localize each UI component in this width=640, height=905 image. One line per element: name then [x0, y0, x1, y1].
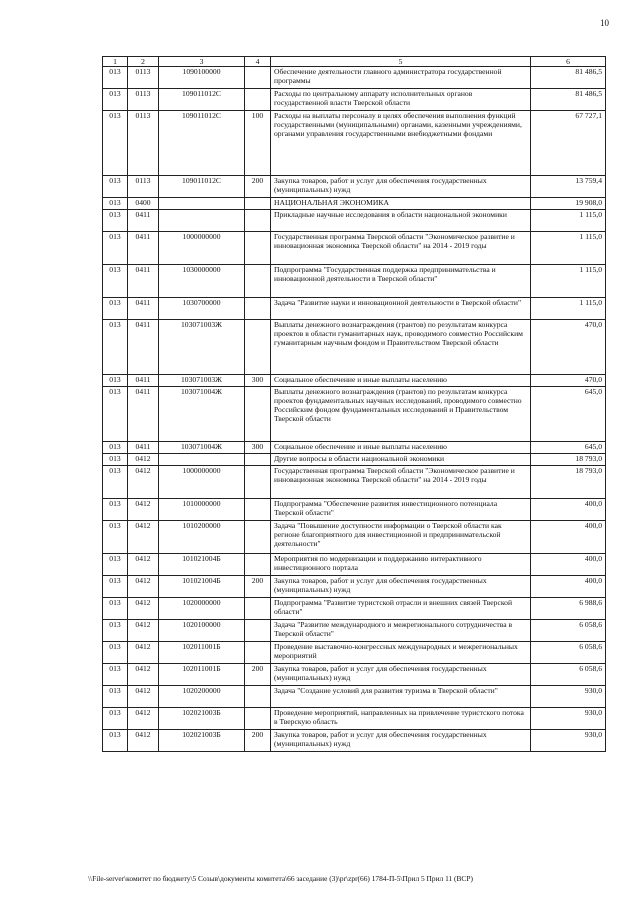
target-article-code: 103071003Ж [159, 374, 245, 386]
target-article-code: 101021004Б [159, 575, 245, 597]
table-row [103, 441, 606, 453]
expense-type-code [245, 319, 271, 374]
subsection-code: 0412 [128, 520, 159, 553]
amount: 81 486,5 [531, 89, 606, 111]
table-row [103, 111, 606, 176]
table-row [103, 374, 606, 386]
subsection-code: 0412 [128, 465, 159, 498]
subsection-code: 0412 [128, 619, 159, 641]
amount: 6 058,6 [531, 663, 606, 685]
amount: 18 793,0 [531, 453, 606, 465]
table-row [103, 553, 606, 575]
table-row [103, 67, 606, 89]
expense-type-code: 300 [245, 374, 271, 386]
target-article-code [159, 209, 245, 231]
expense-type-code: 200 [245, 663, 271, 685]
table-row [103, 465, 606, 498]
section-code: 013 [103, 198, 128, 210]
subsection-code: 0412 [128, 575, 159, 597]
target-article-code: 101021004Б [159, 553, 245, 575]
amount: 930,0 [531, 685, 606, 707]
target-article-code: 1030000000 [159, 264, 245, 297]
item-description: Задача "Развитие науки и инновационной деятельности в Тверской области" [271, 297, 531, 319]
table-row [103, 619, 606, 641]
subsection-code: 0412 [128, 553, 159, 575]
section-code: 013 [103, 231, 128, 264]
section-code: 013 [103, 386, 128, 441]
item-description: Закупка товаров, работ и услуг для обеспечения государственных (муниципальных) нужд [271, 663, 531, 685]
table-row [103, 453, 606, 465]
header-col-4: 4 [245, 57, 271, 67]
target-article-code: 1090100000 [159, 67, 245, 89]
expense-type-code [245, 297, 271, 319]
section-code: 013 [103, 729, 128, 751]
expense-type-code: 200 [245, 176, 271, 198]
section-code: 013 [103, 374, 128, 386]
target-article-code: 102021003Б [159, 729, 245, 751]
target-article-code [159, 453, 245, 465]
table-header-row [103, 57, 606, 67]
expense-type-code: 200 [245, 729, 271, 751]
expense-type-code [245, 498, 271, 520]
header-col-2: 2 [128, 57, 159, 67]
item-description: НАЦИОНАЛЬНАЯ ЭКОНОМИКА [271, 198, 531, 210]
target-article-code: 103071004Ж [159, 386, 245, 441]
target-article-code: 103071003Ж [159, 319, 245, 374]
subsection-code: 0412 [128, 729, 159, 751]
target-article-code: 102011001Б [159, 663, 245, 685]
amount: 400,0 [531, 520, 606, 553]
item-description: Задача "Создание условий для развития туризма в Тверской области" [271, 685, 531, 707]
expense-type-code [245, 520, 271, 553]
subsection-code: 0400 [128, 198, 159, 210]
amount: 6 988,6 [531, 597, 606, 619]
amount: 18 793,0 [531, 465, 606, 498]
target-article-code: 1030700000 [159, 297, 245, 319]
table-row [103, 597, 606, 619]
subsection-code: 0412 [128, 453, 159, 465]
section-code: 013 [103, 319, 128, 374]
item-description: Проведение мероприятий, направленных на привлечение туристского потока в Тверскую область [271, 707, 531, 729]
table-row [103, 176, 606, 198]
item-description: Подпрограмма "Обеспечение развития инвестиционного потенциала Тверской области" [271, 498, 531, 520]
amount: 645,0 [531, 386, 606, 441]
section-code: 013 [103, 209, 128, 231]
subsection-code: 0412 [128, 641, 159, 663]
table-row [103, 231, 606, 264]
subsection-code: 0113 [128, 111, 159, 176]
table-row [103, 729, 606, 751]
item-description: Закупка товаров, работ и услуг для обеспечения государственных (муниципальных) нужд [271, 176, 531, 198]
header-col-5: 5 [271, 57, 531, 67]
amount: 1 115,0 [531, 231, 606, 264]
item-description: Прикладные научные исследования в области национальной экономики [271, 209, 531, 231]
item-description: Другие вопросы в области национальной экономики [271, 453, 531, 465]
target-article-code: 1010000000 [159, 498, 245, 520]
section-code: 013 [103, 176, 128, 198]
table-row [103, 209, 606, 231]
subsection-code: 0411 [128, 441, 159, 453]
expense-type-code [245, 465, 271, 498]
amount: 6 058,6 [531, 619, 606, 641]
amount: 400,0 [531, 553, 606, 575]
section-code: 013 [103, 597, 128, 619]
expense-type-code [245, 198, 271, 210]
item-description: Задача "Повышение доступности информации о Тверской области как регионе благоприятного для инвестиционной и предпринимательской деятельности" [271, 520, 531, 553]
target-article-code: 102011001Б [159, 641, 245, 663]
header-col-3: 3 [159, 57, 245, 67]
target-article-code: 109011012С [159, 176, 245, 198]
table-row [103, 386, 606, 441]
table-row [103, 520, 606, 553]
expense-type-code [245, 209, 271, 231]
table-row [103, 641, 606, 663]
table-row [103, 663, 606, 685]
expense-type-code [245, 707, 271, 729]
section-code: 013 [103, 641, 128, 663]
section-code: 013 [103, 520, 128, 553]
amount: 400,0 [531, 575, 606, 597]
amount: 81 486,5 [531, 67, 606, 89]
subsection-code: 0412 [128, 707, 159, 729]
amount: 645,0 [531, 441, 606, 453]
item-description: Социальное обеспечение и иные выплаты населению [271, 374, 531, 386]
subsection-code: 0412 [128, 498, 159, 520]
amount: 930,0 [531, 729, 606, 751]
section-code: 013 [103, 89, 128, 111]
item-description: Подпрограмма "Государственная поддержка предпринимательства и инновационной деятельности в Тверской области" [271, 264, 531, 297]
table-row [103, 297, 606, 319]
section-code: 013 [103, 465, 128, 498]
amount: 67 727,1 [531, 111, 606, 176]
amount: 1 115,0 [531, 297, 606, 319]
amount: 19 908,0 [531, 198, 606, 210]
target-article-code: 1000000000 [159, 465, 245, 498]
header-col-1: 1 [103, 57, 128, 67]
expense-type-code [245, 641, 271, 663]
subsection-code: 0411 [128, 209, 159, 231]
section-code: 013 [103, 707, 128, 729]
item-description: Выплаты денежного вознаграждения (грантов) по результатам конкурса проектов в области гуманитарных наук, проводимого совместно Российским гуманитарным научным фондом и Правительством Тверской области [271, 319, 531, 374]
expense-type-code [245, 453, 271, 465]
item-description: Мероприятия по модернизации и поддержанию интерактивного инвестиционного портала [271, 553, 531, 575]
file-path-footer: \\File-server\комитет по бюджету\5 Созыв\документы комитета\66 заседание (3)\pr\zpr(66) 1784-П-5\Прил 5 Прил 11 (ВСР) [88, 874, 473, 883]
section-code: 013 [103, 297, 128, 319]
expense-type-code [245, 67, 271, 89]
table-row [103, 319, 606, 374]
target-article-code: 1020000000 [159, 597, 245, 619]
target-article-code [159, 198, 245, 210]
target-article-code: 103071004Ж [159, 441, 245, 453]
section-code: 013 [103, 441, 128, 453]
section-code: 013 [103, 111, 128, 176]
section-code: 013 [103, 453, 128, 465]
section-code: 013 [103, 553, 128, 575]
item-description: Государственная программа Тверской области "Экономическое развитие и инновационная экономика Тверской области" на 2014 - 2019 годы [271, 231, 531, 264]
amount: 470,0 [531, 319, 606, 374]
target-article-code: 109011012С [159, 89, 245, 111]
subsection-code: 0411 [128, 374, 159, 386]
item-description: Выплаты денежного вознаграждения (грантов) по результатам конкурса проектов фундаментальных научных исследований, проводимого совместно Российским фондом фундаментальных исследований и Правительством Тверской области [271, 386, 531, 441]
item-description: Социальное обеспечение и иные выплаты населению [271, 441, 531, 453]
subsection-code: 0411 [128, 386, 159, 441]
table-row [103, 89, 606, 111]
amount: 470,0 [531, 374, 606, 386]
section-code: 013 [103, 264, 128, 297]
expense-type-code: 200 [245, 575, 271, 597]
amount: 6 058,6 [531, 641, 606, 663]
table-row [103, 575, 606, 597]
amount: 400,0 [531, 498, 606, 520]
expense-type-code [245, 597, 271, 619]
item-description: Закупка товаров, работ и услуг для обеспечения государственных (муниципальных) нужд [271, 575, 531, 597]
table-row [103, 498, 606, 520]
table-row [103, 707, 606, 729]
section-code: 013 [103, 575, 128, 597]
subsection-code: 0411 [128, 319, 159, 374]
item-description: Закупка товаров, работ и услуг для обеспечения государственных (муниципальных) нужд [271, 729, 531, 751]
expense-type-code [245, 264, 271, 297]
expense-type-code [245, 386, 271, 441]
header-col-6: 6 [531, 57, 606, 67]
subsection-code: 0411 [128, 264, 159, 297]
section-code: 013 [103, 663, 128, 685]
target-article-code: 1000000000 [159, 231, 245, 264]
table-row [103, 685, 606, 707]
subsection-code: 0411 [128, 297, 159, 319]
budget-table [102, 56, 606, 752]
target-article-code: 1010200000 [159, 520, 245, 553]
item-description: Государственная программа Тверской области "Экономическое развитие и инновационная экономика Тверской области" на 2014 - 2019 годы [271, 465, 531, 498]
target-article-code: 1020200000 [159, 685, 245, 707]
section-code: 013 [103, 685, 128, 707]
section-code: 013 [103, 498, 128, 520]
item-description: Проведение выставочно-конгрессных международных и межрегиональных мероприятий [271, 641, 531, 663]
subsection-code: 0412 [128, 685, 159, 707]
table-row [103, 198, 606, 210]
subsection-code: 0412 [128, 597, 159, 619]
target-article-code: 1020100000 [159, 619, 245, 641]
amount: 1 115,0 [531, 209, 606, 231]
subsection-code: 0113 [128, 176, 159, 198]
expense-type-code [245, 231, 271, 264]
expense-type-code: 100 [245, 111, 271, 176]
target-article-code: 102021003Б [159, 707, 245, 729]
expense-type-code: 300 [245, 441, 271, 453]
item-description: Обеспечение деятельности главного администратора государственной программы [271, 67, 531, 89]
item-description: Расходы по центральному аппарату исполнительных органов государственной власти Тверской области [271, 89, 531, 111]
expense-type-code [245, 619, 271, 641]
target-article-code: 109011012С [159, 111, 245, 176]
section-code: 013 [103, 619, 128, 641]
page-number: 10 [600, 18, 609, 28]
expense-type-code [245, 553, 271, 575]
expense-type-code [245, 685, 271, 707]
subsection-code: 0113 [128, 89, 159, 111]
subsection-code: 0412 [128, 663, 159, 685]
item-description: Задача "Развитие международного и межрегионального сотрудничества в Тверской области" [271, 619, 531, 641]
subsection-code: 0411 [128, 231, 159, 264]
subsection-code: 0113 [128, 67, 159, 89]
item-description: Подпрограмма "Развитие туристской отрасли и внешних связей Тверской области" [271, 597, 531, 619]
amount: 1 115,0 [531, 264, 606, 297]
section-code: 013 [103, 67, 128, 89]
amount: 930,0 [531, 707, 606, 729]
item-description: Расходы на выплаты персоналу в целях обеспечения выполнения функций государственными (муниципальными) органами, казенными учреждениями, органами управления государственными внебюджетными фондами [271, 111, 531, 176]
expense-type-code [245, 89, 271, 111]
amount: 13 759,4 [531, 176, 606, 198]
table-row [103, 264, 606, 297]
